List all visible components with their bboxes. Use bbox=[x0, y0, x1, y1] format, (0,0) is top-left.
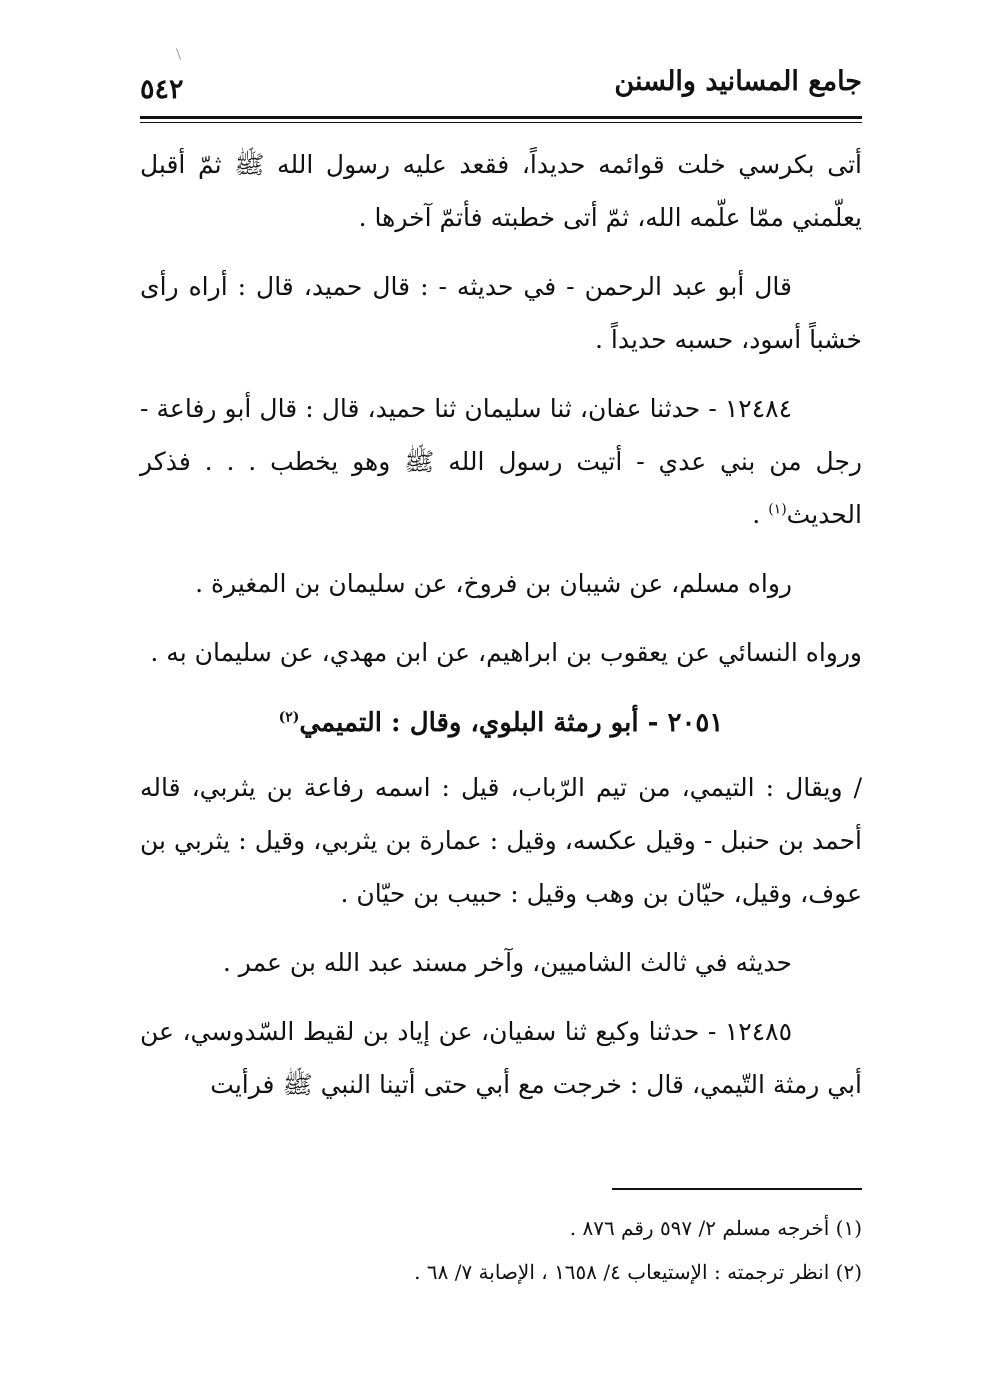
section-title-text: ٢٠٥١ - أبو رمثة البلوي، وقال : التميمي bbox=[299, 708, 724, 738]
footnote-1: (١) أخرجه مسلم ٢/ ٥٩٧ رقم ٨٧٦ . bbox=[569, 1216, 862, 1240]
page-number: ٥٤٢ bbox=[140, 74, 184, 105]
paragraph-names: / ويقال : التيمي، من تيم الرّباب، قيل : اسمه رفاعة بن يثربي، قاله أحمد بن حنبل - وقيل عكسه، وقيل : عمارة بن يثربي، وقيل : يثربي بن عوف، وقيل، حيّان بن وهب وقيل : حبيب بن حيّان . bbox=[140, 773, 862, 908]
footnote-2: (٢) انظر ترجمته : الإستيعاب ٤/ ١٦٥٨ ، الإصابة ٧/ ٦٨ . bbox=[414, 1260, 862, 1284]
paragraph-2: قال أبو عبد الرحمن - في حديثه - : قال حميد، قال : أراه رأى خشباً أسود، حسبه حديداً . bbox=[140, 272, 862, 354]
page-body bbox=[140, 138, 862, 1127]
paragraph-muslim: رواه مسلم، عن شيبان بن فروخ، عن سليمان بن المغيرة . bbox=[195, 569, 792, 598]
scan-mark bbox=[176, 48, 181, 60]
header-rule bbox=[140, 116, 862, 119]
hadith-12485: ١٢٤٨٥ - حدثنا وكيع ثنا سفيان، عن إياد بن لقيط السّدوسي، عن أبي رمثة التّيمي، قال : خرجت مع أبي حتى أتينا النبي ﷺ فرأيت bbox=[140, 1017, 862, 1099]
running-title: جامع المسانيد والسنن bbox=[614, 66, 862, 97]
hadith-12484-text: ١٢٤٨٤ - حدثنا عفان، ثنا سليمان ثنا حميد، قال : قال أبو رفاعة - رجل من بني عدي - أتيت رسول الله ﷺ وهو يخطب . . . فذكر الحديث bbox=[140, 394, 862, 529]
paragraph-1: أتى بكرسي خلت قوائمه حديداً، فقعد عليه رسول الله ﷺ ثمّ أقبل يعلّمني ممّا علّمه الله، ثمّ أتى خطبته فأتمّ آخرها . bbox=[140, 150, 862, 232]
footnote-ref-1[interactable]: (١) bbox=[768, 501, 787, 518]
page-header bbox=[140, 66, 862, 110]
hadith-12484-end: . bbox=[752, 500, 769, 529]
hadith-12484 bbox=[140, 382, 862, 541]
section-title bbox=[140, 695, 862, 751]
footnote-rule bbox=[612, 1188, 862, 1190]
footnote-ref-2[interactable]: (٢) bbox=[278, 709, 300, 726]
header-rule-thin bbox=[140, 122, 862, 123]
paragraph-hadithuh: حديثه في ثالث الشاميين، وآخر مسند عبد الله بن عمر . bbox=[222, 948, 792, 977]
paragraph-nasai: ورواه النسائي عن يعقوب بن ابراهيم، عن ابن مهدي، عن سليمان به . bbox=[150, 638, 862, 667]
footnotes bbox=[140, 1206, 862, 1294]
